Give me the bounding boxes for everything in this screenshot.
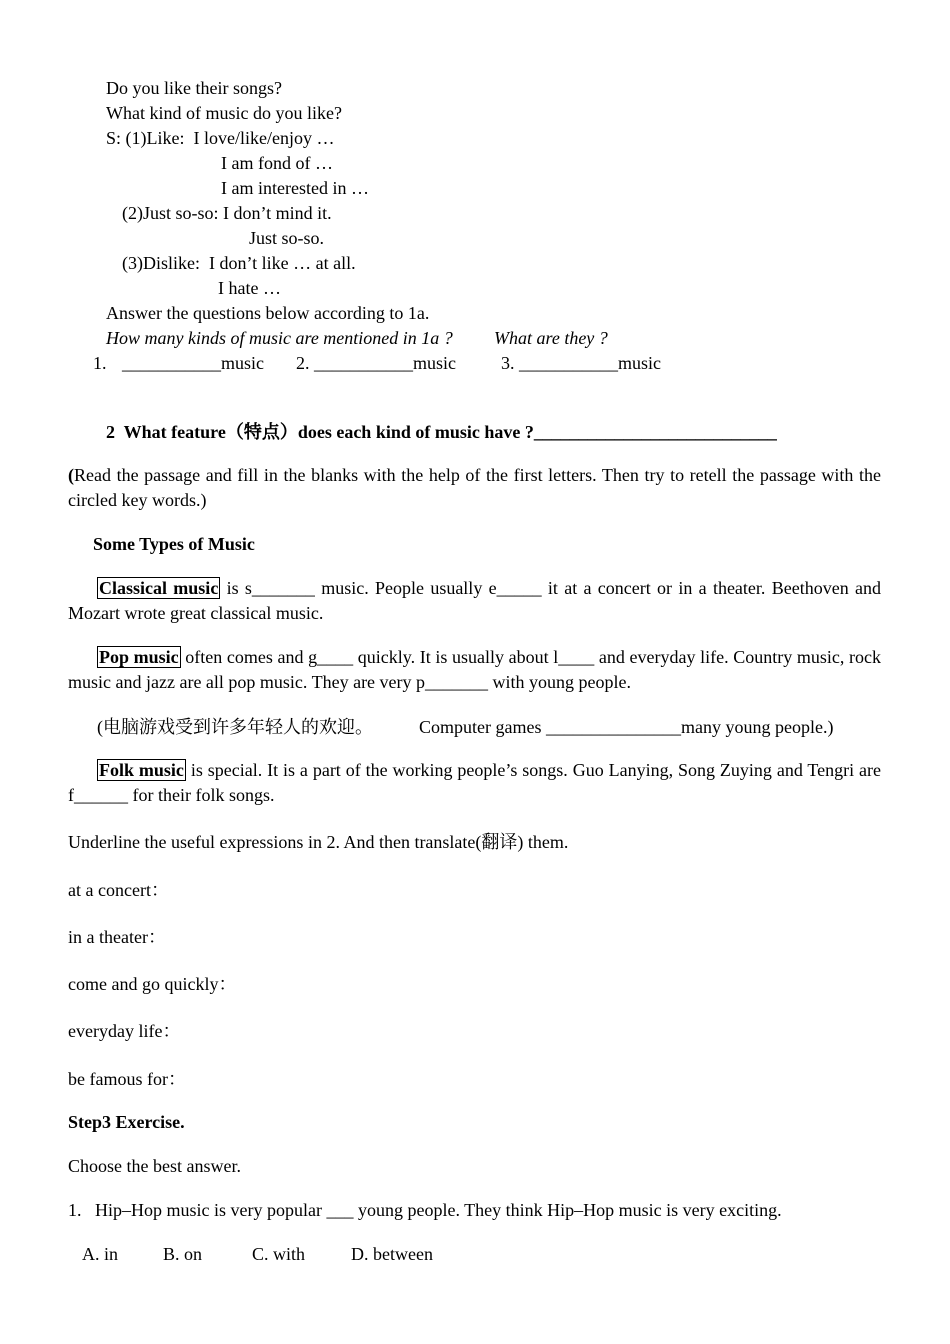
- paragraph-folk: [68, 758, 881, 808]
- expression-item: in a theater：: [68, 927, 166, 947]
- answer-instruction: Answer the questions below according to 1a.: [106, 303, 430, 323]
- option-c: C. with: [252, 1244, 306, 1264]
- blank-music-1: ___________music: [122, 353, 264, 373]
- instruction-open-paren: (: [68, 465, 74, 485]
- paragraph-classical-text: is s_______ music. People usually e_____ it at a concert or in a theater. Beethoven and Mozart wrote great classical music.: [68, 578, 881, 623]
- response-dislike: (3)Dislike: I don’t like … at all.: [122, 253, 356, 273]
- step3-instruction: Choose the best answer.: [68, 1156, 241, 1176]
- circled-keyword-classical: Classical music: [99, 578, 219, 598]
- what-are-they-question: What are they ?: [494, 328, 608, 348]
- how-many-question: How many kinds of music are mentioned in 1a ?: [106, 328, 453, 348]
- option-a: A. in: [82, 1244, 118, 1264]
- blank-number-1: 1.: [93, 353, 107, 373]
- question-music-kind: What kind of music do you like?: [106, 103, 342, 123]
- expression-item: everyday life：: [68, 1021, 181, 1041]
- blank-music-2: 2. ___________music: [296, 353, 456, 373]
- expression-item: come and go quickly：: [68, 974, 237, 994]
- blank-music-3: 3. ___________music: [501, 353, 661, 373]
- response-fond: I am fond of …: [221, 153, 333, 173]
- translation-english: Computer games _______________many young people.): [419, 717, 834, 737]
- paragraph-pop: [68, 645, 881, 695]
- response-interested: I am interested in …: [221, 178, 369, 198]
- paragraph-folk-text: is special. It is a part of the working people’s songs. Guo Lanying, Song Zuying and Tengri are f______ for their folk songs.: [68, 760, 881, 805]
- section-2-heading: 2 What feature（特点）does each kind of music have ?___________________________: [106, 422, 777, 442]
- passage-title: Some Types of Music: [93, 534, 255, 554]
- paragraph-classical: [68, 576, 881, 626]
- expression-item: be famous for：: [68, 1069, 186, 1089]
- expressions-instruction: Underline the useful expressions in 2. And then translate(翻译) them.: [68, 832, 569, 852]
- step3-title: Step3 Exercise.: [68, 1112, 185, 1132]
- translation-chinese: (电脑游戏受到许多年轻人的欢迎。: [97, 717, 373, 737]
- response-hate: I hate …: [218, 278, 281, 298]
- response-like: S: (1)Like: I love/like/enjoy …: [106, 128, 335, 148]
- option-d: D. between: [351, 1244, 433, 1264]
- question-like-songs: Do you like their songs?: [106, 78, 282, 98]
- response-so-so-2: Just so-so.: [249, 228, 325, 248]
- response-so-so: (2)Just so-so: I don’t mind it.: [122, 203, 332, 223]
- exercise-question-1: 1. Hip–Hop music is very popular ___ young people. They think Hip–Hop music is very exciting.: [68, 1200, 782, 1220]
- circled-keyword-folk: Folk music: [99, 760, 184, 780]
- circled-keyword-pop: Pop music: [99, 647, 179, 667]
- paragraph-pop-text: often comes and g____ quickly. It is usually about l____ and everyday life. Country music, rock music and jazz are all pop music. They are very p_______ with young people.: [68, 647, 882, 692]
- expression-item: at a concert：: [68, 880, 169, 900]
- option-b: B. on: [163, 1244, 203, 1264]
- instruction-text: Read the passage and fill in the blanks with the help of the first letters. Then try to retell the passage with the circled key words.): [68, 465, 881, 510]
- reading-instruction: [68, 463, 881, 513]
